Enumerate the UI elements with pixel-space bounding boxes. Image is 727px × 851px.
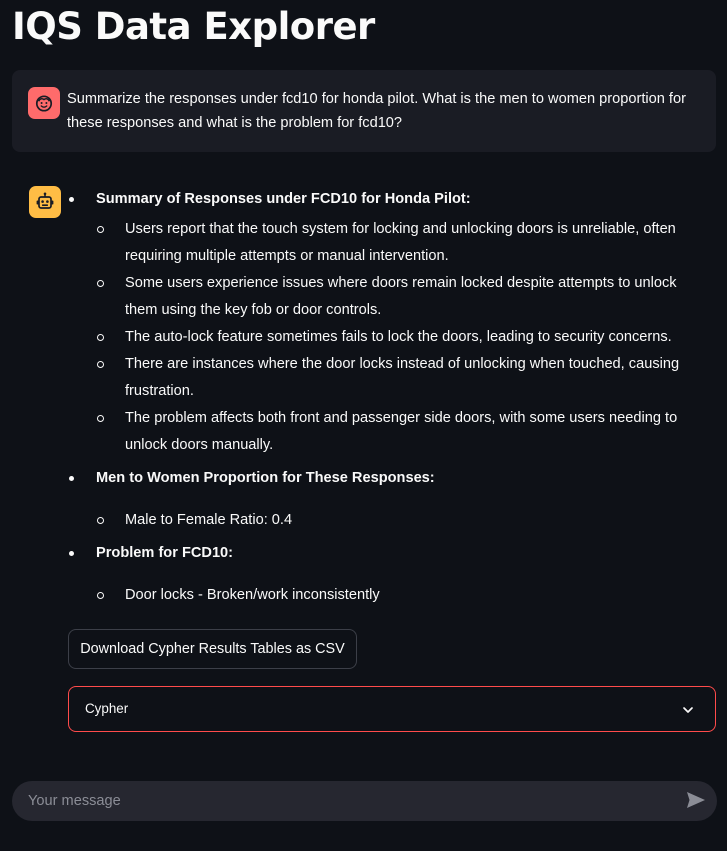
problem-sublist: [69, 582, 709, 609]
user-message-text: Summarize the responses under fcd10 for honda pilot. What is the men to women proportion for these responses and what is the problem for fcd10?: [67, 91, 686, 131]
send-button[interactable]: [685, 791, 707, 811]
list-item-text: Door locks - Broken/work inconsistently: [125, 587, 380, 603]
list-item: [69, 324, 709, 351]
list-item: [69, 405, 709, 459]
section-title: Men to Women Proportion for These Responses:: [96, 470, 435, 486]
summary-sublist: [69, 216, 709, 459]
cypher-expander[interactable]: [68, 686, 716, 732]
download-csv-button[interactable]: Download Cypher Results Tables as CSV: [68, 629, 357, 669]
message-input[interactable]: [28, 781, 668, 821]
send-arrow-icon: [686, 791, 706, 809]
list-item: [69, 507, 709, 534]
user-avatar: [28, 87, 60, 119]
list-item: [69, 582, 709, 609]
assistant-avatar: [29, 186, 61, 218]
list-item: [69, 270, 709, 324]
sub-bullet-circle: [97, 280, 104, 287]
bullet-dot: [69, 476, 74, 481]
sub-bullet-circle: [97, 592, 104, 599]
list-item-text: The auto-lock feature sometimes fails to lock the doors, leading to security concerns.: [125, 329, 672, 345]
assistant-message-list: [69, 186, 709, 609]
sub-bullet-circle: [97, 334, 104, 341]
list-item: [69, 351, 709, 405]
sub-bullet-circle: [97, 517, 104, 524]
list-item-text: The problem affects both front and passenger side doors, with some users needing to unlock doors manually.: [125, 410, 678, 453]
summary-section: [69, 186, 709, 459]
list-item-text: Male to Female Ratio: 0.4: [125, 512, 293, 528]
user-chat-message: [12, 70, 716, 152]
bullet-dot: [69, 197, 74, 202]
list-item-text: There are instances where the door locks instead of unlocking when touched, causing frustration.: [125, 356, 680, 399]
page-title: IQS Data Explorer: [12, 5, 375, 48]
list-item: [69, 216, 709, 270]
gender-ratio-section: [69, 465, 709, 534]
section-title: Summary of Responses under FCD10 for Honda Pilot:: [96, 191, 471, 207]
sub-bullet-circle: [97, 361, 104, 368]
chevron-down-icon: [681, 703, 695, 717]
list-item-text: Users report that the touch system for locking and unlocking doors is unreliable, often requiring multiple attempts or manual intervention.: [125, 221, 676, 264]
gender-ratio-sublist: [69, 507, 709, 534]
problem-section: [69, 540, 709, 609]
sub-bullet-circle: [97, 415, 104, 422]
list-item-text: Some users experience issues where doors remain locked despite attempts to unlock them using the key fob or door controls.: [125, 275, 677, 318]
expander-label: Cypher: [85, 701, 129, 716]
chat-input-bar: [12, 781, 717, 821]
robot-face-icon: [35, 192, 55, 212]
section-title: Problem for FCD10:: [96, 545, 234, 561]
bullet-dot: [69, 551, 74, 556]
smiley-face-icon: [34, 93, 54, 113]
sub-bullet-circle: [97, 226, 104, 233]
